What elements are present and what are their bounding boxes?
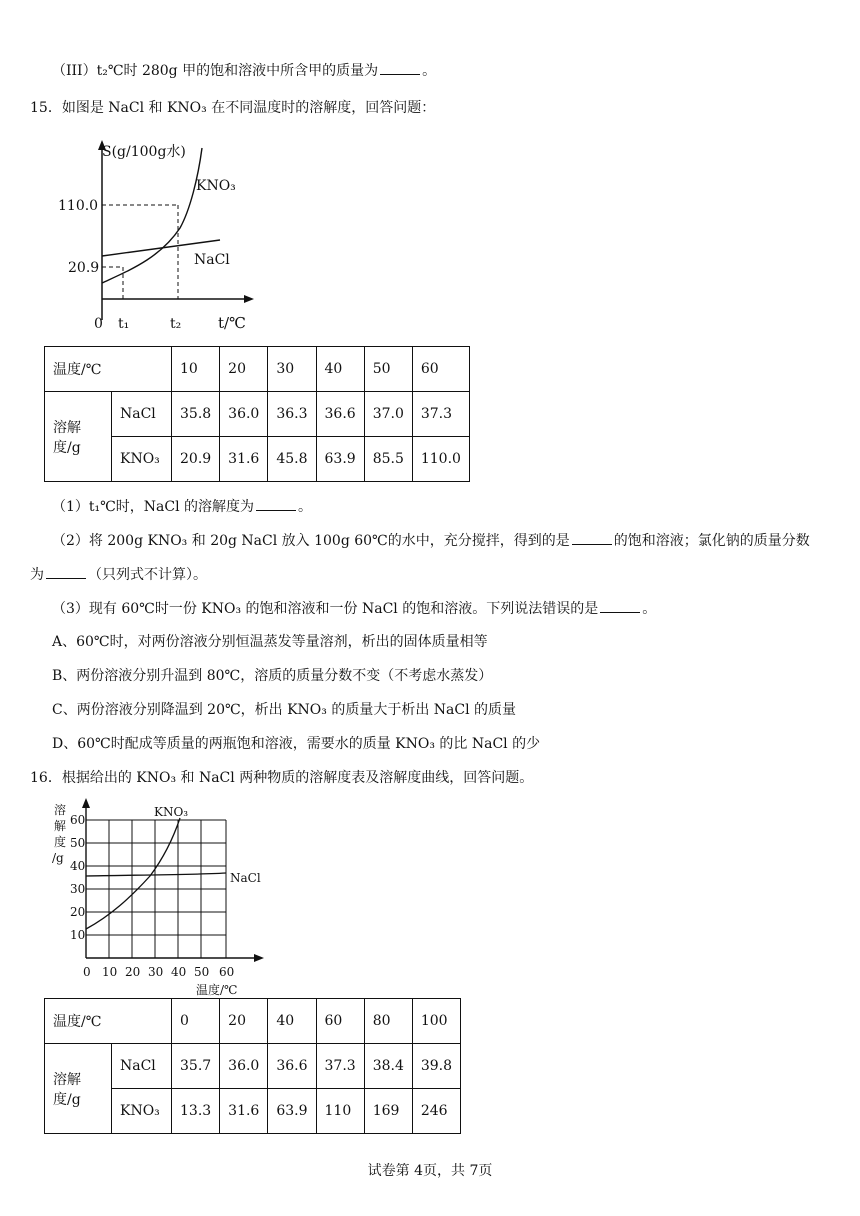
q15-q3: （3）现有 60℃时一份 KNO₃ 的饱和溶液和一份 NaCl 的饱和溶液。下列说法错误的是 。 — [52, 598, 656, 619]
table-row: 溶解度/g NaCl 35.7 36.0 36.6 37.3 38.4 39.8 — [45, 1044, 461, 1089]
q15-q2: （2）将 200g KNO₃ 和 20g NaCl 放入 100g 60℃的水中，充分搅拌，得到的是 的饱和溶液；氯化钠的质量分数 — [52, 530, 810, 551]
q15-option-c: C、两份溶液分别降温到 20℃，析出 KNO₃ 的质量大于析出 NaCl 的质量 — [52, 702, 517, 718]
q16-ylabel: 解 — [54, 819, 67, 833]
q15-solubility-chart — [50, 138, 270, 338]
q16-xtick: 40 — [171, 965, 187, 979]
q16-nacl-label: NaCl — [230, 871, 261, 885]
q16-xtick: 60 — [219, 965, 235, 979]
q16-xtick: 20 — [125, 965, 141, 979]
q16-grid — [86, 820, 226, 958]
q16-ytick: 10 — [70, 928, 86, 942]
answer-blank — [46, 564, 86, 579]
answer-blank — [600, 598, 640, 613]
q16-kno3-label: KNO₃ — [154, 805, 189, 819]
q16-ylabel: 度 — [54, 835, 67, 849]
q16-ylabel: 溶 — [54, 803, 67, 817]
q15-solubility-table — [44, 346, 470, 482]
q15-kno3-curve — [102, 148, 202, 283]
q16-xtick: 30 — [148, 965, 164, 979]
q16-solubility-table — [44, 998, 461, 1134]
q15-x-arrow — [244, 295, 254, 303]
q16-x-arrow — [254, 954, 264, 962]
q15-option-a: A、60℃时，对两份溶液分别恒温蒸发等量溶剂，析出的固体质量相等 — [52, 634, 488, 650]
q15-option-b: B、两份溶液分别升温到 80℃，溶质的质量分数不变（不考虑水蒸发） — [52, 668, 493, 684]
q16-xlabel: 温度/℃ — [196, 983, 238, 997]
q15-q2-cont: 为 （只列式不计算）。 — [30, 564, 207, 585]
q16-y-arrow — [82, 798, 90, 808]
q16-ylabel: /g — [52, 851, 64, 865]
q16-nacl-curve — [86, 873, 226, 876]
q15-ylabel: S(g/100g水) — [102, 144, 186, 160]
q15-xtick-t1: t₁ — [118, 316, 130, 332]
table-row: 溶解度/g NaCl 35.8 36.0 36.3 36.6 37.0 37.3 — [45, 392, 470, 437]
q16-ytick: 50 — [70, 836, 86, 850]
answer-blank — [380, 60, 420, 75]
answer-blank — [572, 530, 612, 545]
answer-blank — [256, 496, 296, 511]
q15-ytick-20.9: 20.9 — [68, 260, 100, 276]
table-row: 温度/℃ 10 20 30 40 50 60 — [45, 347, 470, 392]
q15-nacl-label: NaCl — [194, 252, 230, 268]
q16-stem: 16．根据给出的 KNO₃ 和 NaCl 两种物质的溶解度表及溶解度曲线，回答问题。 — [30, 770, 534, 786]
table-row: 温度/℃ 0 20 40 60 80 100 — [45, 999, 461, 1044]
q15-xtick-0: 0 — [94, 316, 103, 332]
q16-xtick: 50 — [194, 965, 210, 979]
page-footer: 试卷第 4页，共 7页 — [367, 1163, 493, 1179]
q15-xlabel: t/℃ — [218, 314, 246, 332]
q16-xtick: 10 — [102, 965, 118, 979]
q15-stem: 15．如图是 NaCl 和 KNO₃ 在不同温度时的溶解度，回答问题： — [30, 100, 436, 116]
q15-option-d: D、60℃时配成等质量的两瓶饱和溶液，需要水的质量 KNO₃ 的比 NaCl 的少 — [52, 736, 541, 752]
q16-ytick: 40 — [70, 859, 86, 873]
q15-ytick-110: 110.0 — [58, 198, 99, 214]
q16-ytick: 30 — [70, 882, 86, 896]
table-row: KNO₃ 20.9 31.6 45.8 63.9 85.5 110.0 — [45, 437, 470, 482]
q15-q1: （1）t₁℃时，NaCl 的溶解度为 。 — [52, 496, 312, 517]
q15-kno3-label: KNO₃ — [196, 178, 236, 194]
q16-ytick: 60 — [70, 813, 86, 827]
q16-xtick: 0 — [83, 965, 91, 979]
q14-part3: （III）t₂℃时 280g 甲的饱和溶液中所含甲的质量为 。 — [52, 60, 436, 81]
q16-solubility-chart — [50, 798, 290, 998]
q16-ytick: 20 — [70, 905, 86, 919]
table-row: KNO₃ 13.3 31.6 63.9 110 169 246 — [45, 1089, 461, 1134]
q15-xtick-t2: t₂ — [170, 316, 182, 332]
